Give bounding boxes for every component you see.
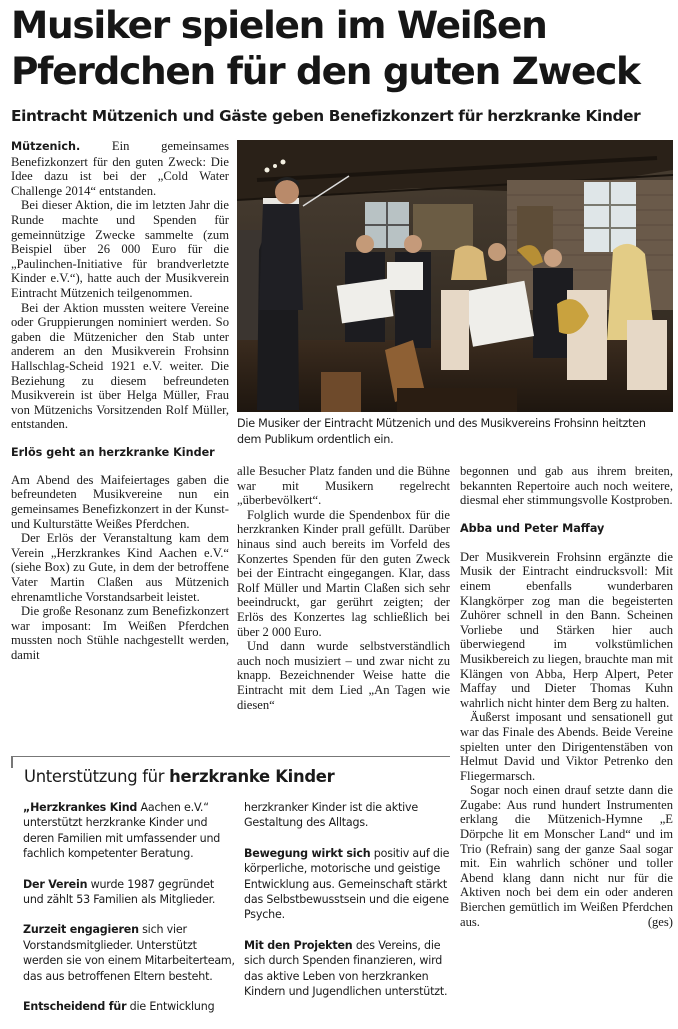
paragraph: Am Abend des Maifeiertages gaben die befreundeten Musikvereine nun ein gemeinsames Benefizkonzert in der Kunst- und Kulturstätte Weißes Pferdchen.	[11, 472, 229, 531]
author-signature: (ges)	[647, 914, 673, 929]
info-box-column-2	[244, 800, 450, 1014]
info-item: Mit den Projekten des Vereins, die sich durch Spenden finanzieren, wird das aktive Leben von herzkranken Kindern und Jugendlichen unterstützt.	[244, 938, 448, 999]
info-item: herzkranker Kinder ist die aktive Gestaltung des Alltags.	[244, 801, 418, 830]
headline-line: Pferdchen für den guten Zweck	[11, 49, 640, 93]
headline-line: Musiker spielen im Weißen	[11, 3, 547, 47]
paragraph: Äußerst imposant und sensationell gut war das Finale des Abends. Beide Vereine spielten unter den Dirigentenstäben von Helmut David und Viktor Petrenko den Fliegermarsch.	[460, 710, 673, 783]
paragraph: Bei dieser Aktion, die im letzten Jahr die Runde machte und Spenden für gemeinnützige Zwecke sammelte (zum Beispiel über 26 000 Euro für die „Paulinchen-Initiative für brandverletzte Kinder e.V.“), hatte auch der Musikverein Eintracht Mützenich teilgenommen.	[11, 198, 229, 300]
paragraph: Die große Resonanz zum Benefizkonzert war imposant: Im Weißen Pferdchen mussten noch Stühle nachgestellt werden, damit	[11, 604, 229, 662]
info-item: Der Verein wurde 1987 gegründet und zählt 53 Familien als Mitglieder.	[23, 877, 216, 907]
section-heading: Erlös geht an herzkranke Kinder	[11, 445, 215, 459]
info-box-title: Unterstützung für herzkranke Kinder	[24, 767, 335, 786]
concert-photo	[237, 140, 673, 412]
dateline: Mützenich.	[11, 140, 81, 153]
subheadline	[11, 105, 676, 127]
headline	[11, 2, 671, 94]
paragraph: Und dann wurde selbstverständlich auch noch musiziert – und zwar nicht zu knapp. Bezeichnender Weise hatte die Eintracht mit dem Lied „An Tagen wie diesen“	[237, 639, 450, 712]
section-heading: Abba und Peter Maffay	[460, 521, 605, 535]
subheadline-bold: Eintracht Mützenich	[11, 107, 178, 125]
info-item: „Herzkrankes Kind Aachen e.V.“ unterstützt herzkranke Kinder und deren Familien mit umfassender und fachlich kompetenter Beratung.	[23, 801, 221, 861]
paragraph: Mützenich. Ein gemeinsames Benefizkonzert für den guten Zweck: Die Idee dazu ist bei der „Cold Water Challenge 2014“ entstanden.	[11, 139, 229, 198]
photo-caption: Die Musiker der Eintracht Mützenich und des Musikvereins Frohsinn heitzten dem Publikum ordentlich ein.	[237, 417, 646, 446]
paragraph: Sogar noch einen drauf setzte dann die Zugabe: Aus rund hundert Instrumenten erklang die Mützenich-Hymne „E Dörpche lit em Monscher Land“ und im Trio (Refrain) sang der ganze Saal sogar mit. Ein wahrlich schöner und toller Abend klang dann nicht nur für die Aktiven noch bei dem ein oder anderen Bierchen gemütlich im Weißen Pferdchen aus. (ges)	[460, 783, 673, 929]
paragraph: begonnen und gab aus ihrem breiten, bekannten Repertoire auch noch weitere, diesmal eher stimmungsvolle Kostproben.	[460, 464, 673, 508]
info-item: Entscheidend für die Entwicklung	[23, 1000, 215, 1014]
article-column-1	[11, 139, 229, 663]
info-item: Bewegung wirkt sich positiv auf die körperliche, motorische und geistige Entwicklung aus. Gemeinschaft stärkt das Selbstbewusstsein und die eigene Psyche.	[244, 846, 450, 922]
concert-photo-illustration	[237, 140, 673, 412]
info-item: Zurzeit engagieren sich vier Vorstandsmitglieder. Unterstützt werden sie von einem Mitarbeiterteam, das aus betroffenen Eltern besteht.	[23, 923, 235, 983]
article-column-3	[460, 464, 673, 929]
paragraph: Bei der Aktion mussten weitere Vereine oder Gruppierungen nominiert werden. So gaben die Mützenicher den Stab unter anderem an den Musikverein Frohsinn Hallschlag-Scheid 1921 e.V. weiter. Die Beziehung zu diesem befreundeten Musikverein ist über Helga Müller, Frau von Mützenichs Vorsitzenden Rolf Müller, entstanden.	[11, 300, 229, 432]
info-box-column-1	[23, 800, 235, 1029]
paragraph: Der Musikverein Frohsinn ergänzte die Musik der Eintracht eindrucksvoll: Mit einem ebenfalls wunderbaren Klangkörper zog man die begeisterten Zuhörer schnell in den Bann. Scheinen Vorliebe und Stärken hier auch überwiegend im volkstümlichen Musikbereich zu liegen, brauchte man mit Klängen von Abba, Herp Alpert, Peter Maffay und Dieter Thomas Kuhn wahrlich nicht hinter dem Berg zu halten.	[460, 549, 673, 710]
subheadline-text: und Gäste geben Benefizkonzert für herzkranke Kinder	[177, 107, 641, 125]
info-box-rule	[11, 756, 450, 757]
paragraph: alle Besucher Platz fanden und die Bühne war mit Musikern regelrecht „überbevölkert“.	[237, 464, 450, 508]
paragraph: Der Erlös der Veranstaltung kam dem Verein „Herzkrankes Kind Aachen e.V.“ (siehe Box) zu Gute, in dem der betroffene Vater Martin Claßen aus Mützenich ehrenamtliche Vorstandsarbeit leistet.	[11, 531, 229, 604]
article-column-2	[237, 464, 450, 712]
info-box	[11, 756, 450, 1020]
info-box-stem	[11, 756, 13, 768]
paragraph: Folglich wurde die Spendenbox für die herzkranken Kinder prall gefüllt. Darüber hinaus sind auch bereits im Vorfeld des Konzertes Spenden für den guten Zweck bei der Eintracht eingegangen. Klar, dass Rolf Müller und Martin Claßen sich sehr beeindruckt, gar gerührt zeigten; der Erlös des Konzertes lag schließlich bei über 2 000 Euro.	[237, 507, 450, 639]
